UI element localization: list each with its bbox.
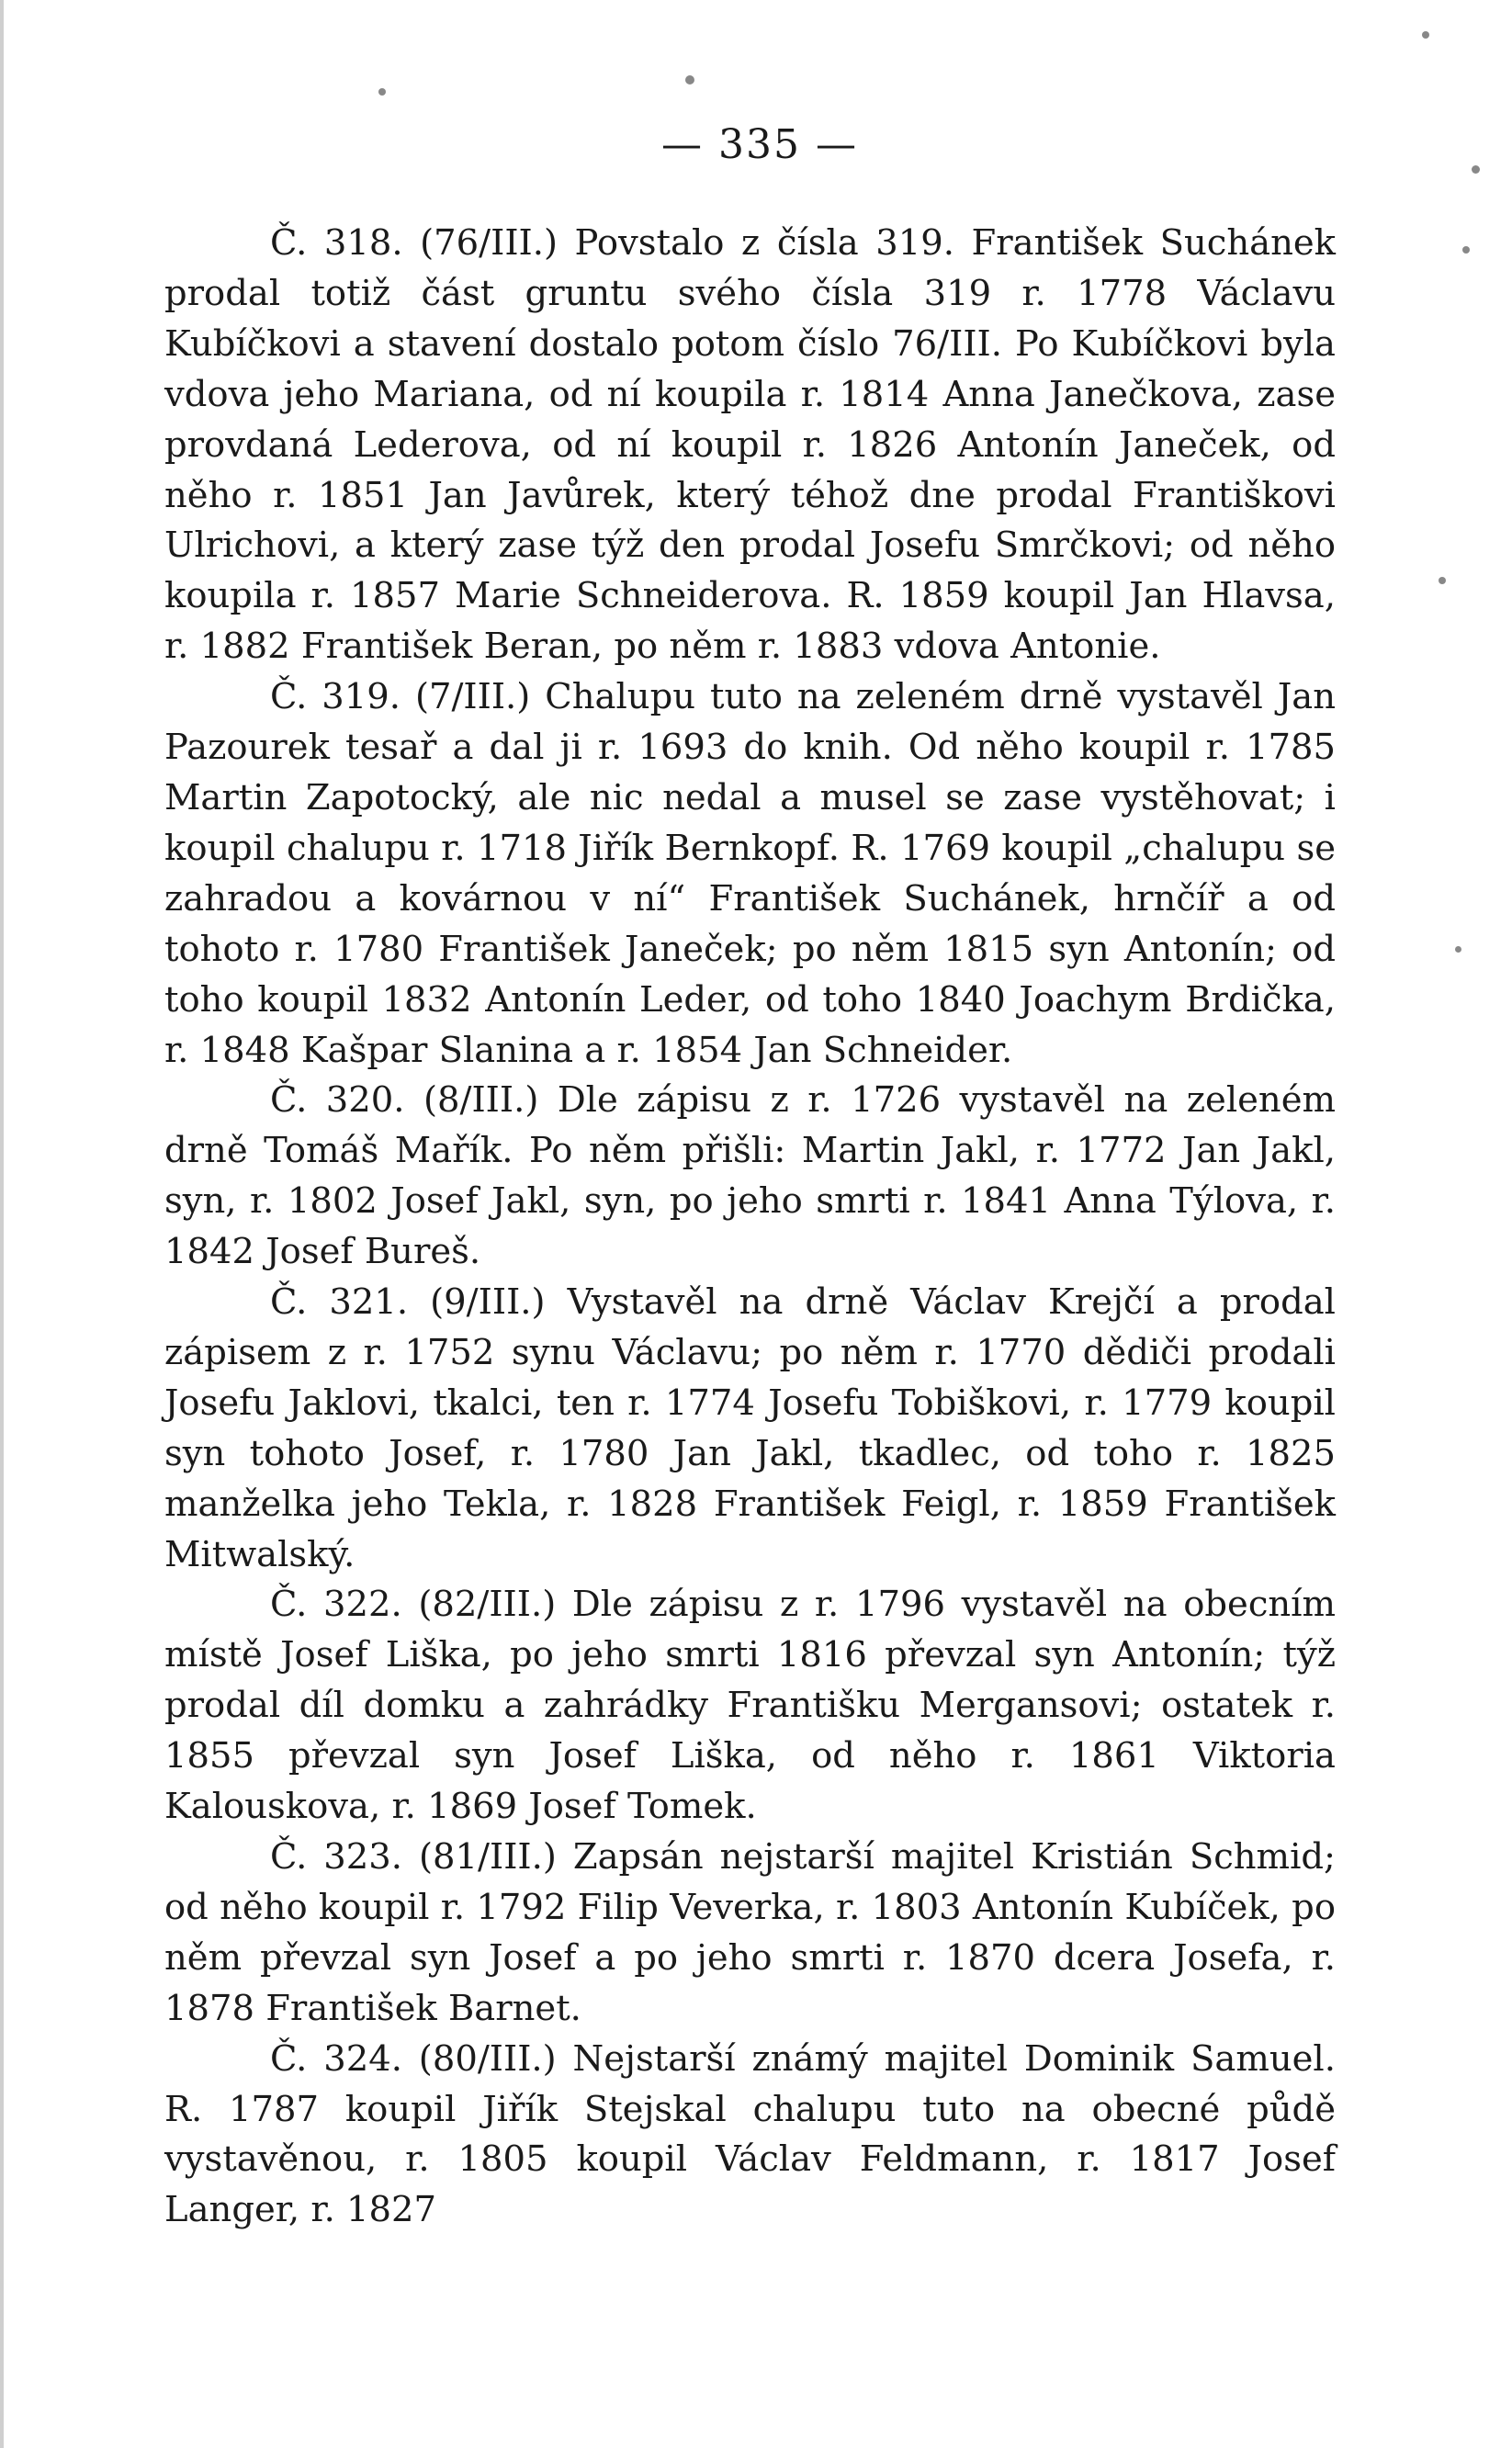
scan-speck	[1462, 246, 1470, 254]
entry-318: Č. 318. (76/III.) Povstalo z čísla 319. František Suchánek prodal totiž část gruntu svého čísla 319 r. 1778 Václavu Kubíčkovi a stavení dostalo potom číslo 76/III. Po Kubíčkovi byla vdova jeho Mariana, od ní koupila r. 1814 Anna Janečkova, zase provdaná Lederova, od ní koupil r. 1826 Antonín Janeček, od něho r. 1851 Jan Javůrek, který téhož dne prodal Františkovi Ulrichovi, a který zase týž den prodal Josefu Smrčkovi; od něho koupila r. 1857 Marie Schneiderova. R. 1859 koupil Jan Hlavsa, r. 1882 František Beran, po něm r. 1883 vdova Antonie.	[164, 222, 1336, 668]
scan-speck	[1455, 946, 1461, 953]
scan-speck	[685, 75, 694, 85]
scan-speck	[1472, 165, 1480, 174]
entry-324: Č. 324. (80/III.) Nejstarší známý majitel Dominik Samuel. R. 1787 koupil Jiřík Stejskal chalupu tuto na obecné půdě vystavěnou, r. 1805 koupil Václav Feldmann, r. 1817 Josef Langer, r. 1827	[164, 2037, 1336, 2231]
page-number: — 335 —	[661, 121, 858, 168]
scan-speck	[378, 88, 386, 96]
scan-speck	[1422, 31, 1429, 39]
entry-322: Č. 322. (82/III.) Dle zápisu z r. 1796 vystavěl na obecním místě Josef Liška, po jeho smrti 1816 převzal syn Antonín; týž prodal díl domku a zahrádky Františku Mergansovi; ostatek r. 1855 převzal syn Josef Liška, od něho r. 1861 Viktoria Kalouskova, r. 1869 Josef Tomek.	[164, 1584, 1336, 1828]
entry-319: Č. 319. (7/III.) Chalupu tuto na zeleném drně vystavěl Jan Pazourek tesař a dal ji r. 1693 do knih. Od něho koupil r. 1785 Martin Zapotocký, ale nic nedal a musel se zase vystěhovat; i koupil chalupu r. 1718 Jiřík Bernkopf. R. 1769 koupil „chalupu se zahradou a kovárnou v ní“ František Suchánek, hrnčíř a od tohoto r. 1780 František Janeček; po něm 1815 syn Antonín; od toho koupil 1832 Antonín Leder, od toho 1840 Joachym Brdička, r. 1848 Kašpar Slanina a r. 1854 Jan Schneider.	[164, 676, 1336, 1071]
entry-321: Č. 321. (9/III.) Vystavěl na drně Václav Krejčí a prodal zápisem z r. 1752 synu Václavu; po něm r. 1770 dědiči prodali Josefu Jaklovi, tkalci, ten r. 1774 Josefu Tobiškovi, r. 1779 koupil syn tohoto Josef, r. 1780 Jan Jakl, tkadlec, od toho r. 1825 manželka jeho Tekla, r. 1828 František Feigl, r. 1859 František Mitwalský.	[164, 1281, 1336, 1575]
scan-speck	[1439, 577, 1446, 584]
text-body	[164, 219, 1336, 2236]
entry-323: Č. 323. (81/III.) Zapsán nejstarší majitel Kristián Schmid; od něho koupil r. 1792 Filip Veverka, r. 1803 Antonín Kubíček, po něm převzal syn Josef a po jeho smrti r. 1870 dcera Josefa, r. 1878 František Barnet.	[164, 1836, 1336, 2029]
entry-320: Č. 320. (8/III.) Dle zápisu z r. 1726 vystavěl na zeleném drně Tomáš Mařík. Po něm přišli: Martin Jakl, r. 1772 Jan Jakl, syn, r. 1802 Josef Jakl, syn, po jeho smrti r. 1841 Anna Týlova, r. 1842 Josef Bureš.	[164, 1079, 1336, 1273]
